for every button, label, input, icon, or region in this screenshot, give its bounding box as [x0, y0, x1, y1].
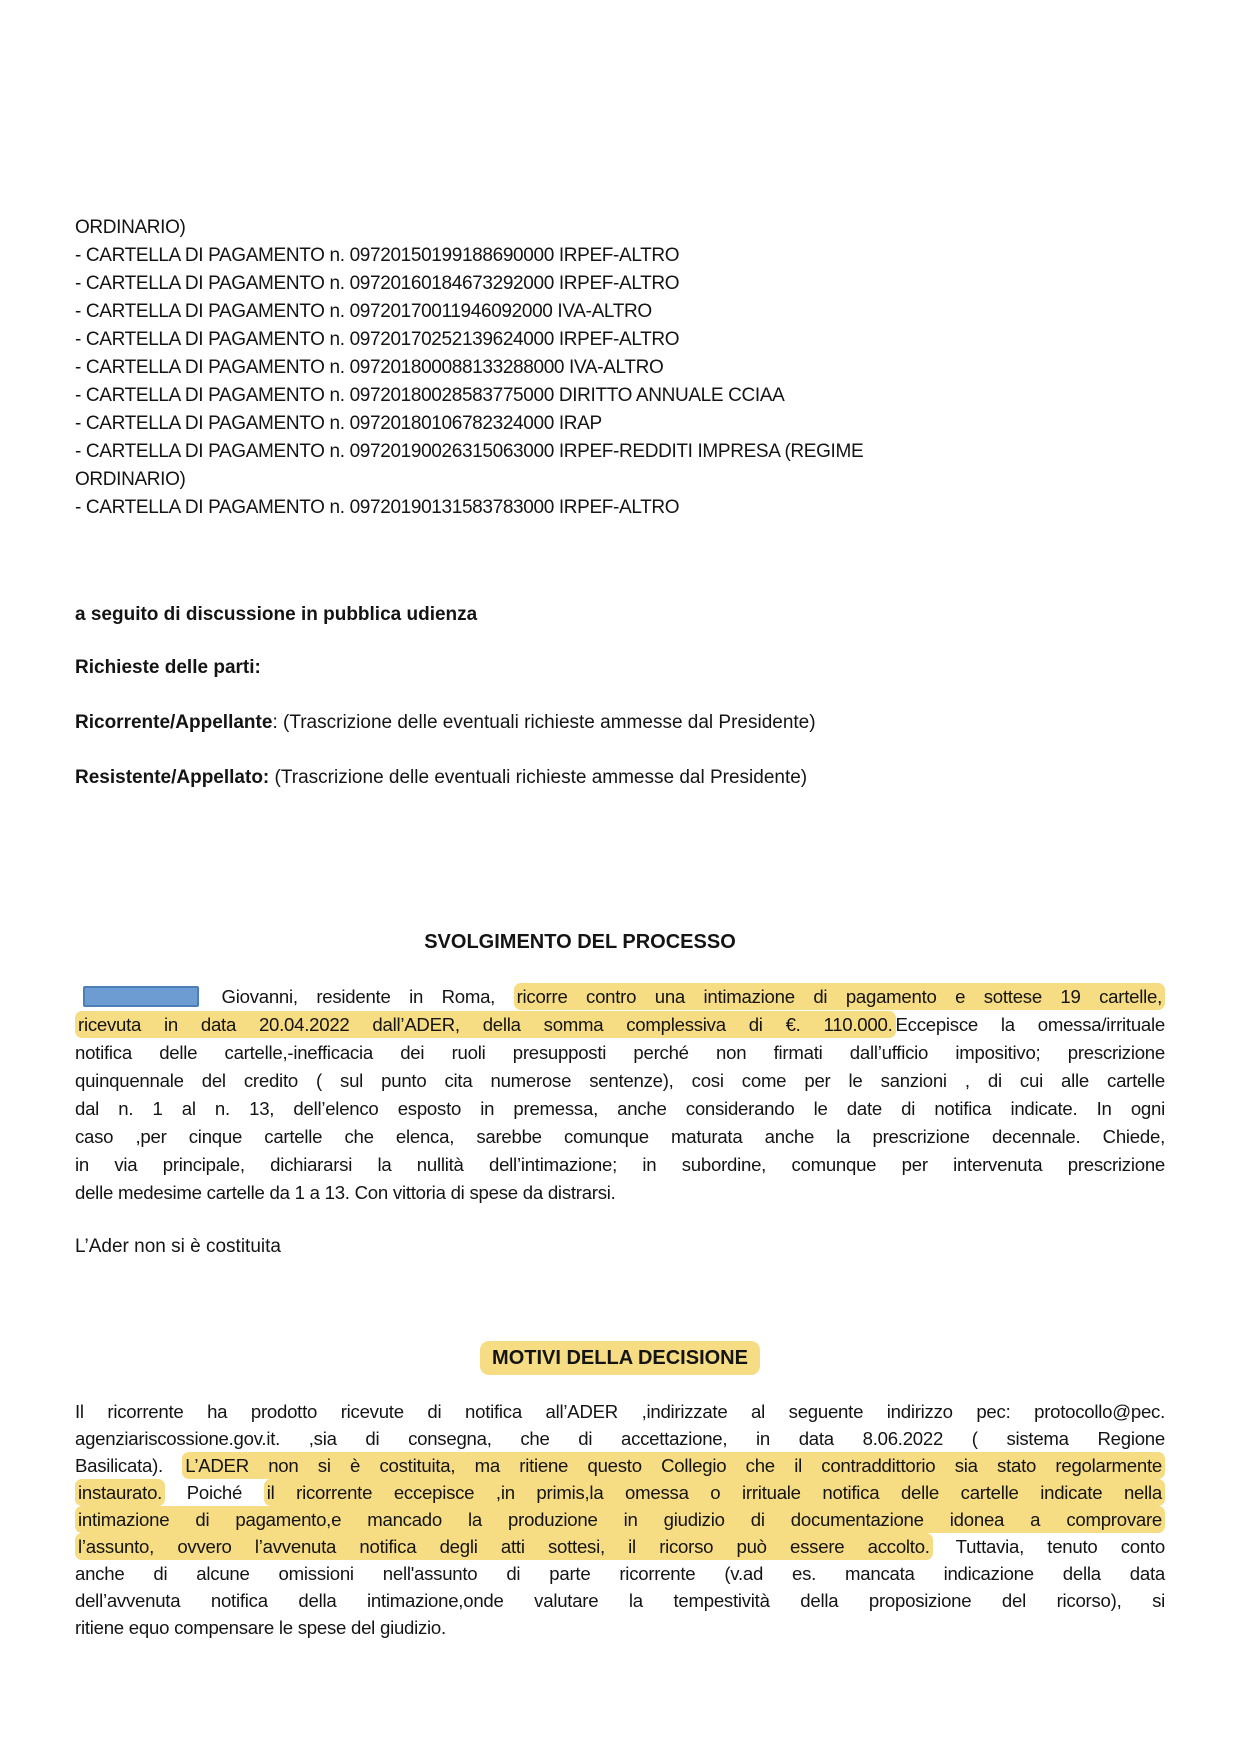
paragraph-line [75, 1614, 1165, 1641]
highlighted-text: ricorre contro una intimazione di pagamento e sottese 19 cartelle, [514, 983, 1165, 1010]
list-line: - CARTELLA DI PAGAMENTO n. 09720190131583783000 IRPEF-ALTRO [75, 497, 680, 518]
list-line: - CARTELLA DI PAGAMENTO n. 09720170011946092000 IVA-ALTRO [75, 301, 652, 322]
highlighted-text: il ricorrente eccepisce ,in primis,la omessa o irrituale notifica delle cartelle indicate nella [264, 1479, 1165, 1506]
redaction-box [83, 986, 199, 1007]
highlighted-text: L’ADER non si è costituita, ma ritiene questo Collegio che il contraddittorio sia stato regolarmente [182, 1452, 1165, 1479]
list-line: - CARTELLA DI PAGAMENTO n. 097201800088133288000 IVA-ALTRO [75, 357, 664, 378]
text-run: quinquennale del credito ( sul punto cita numerose sentenze), cosi come per le sanzioni , di cui alle cartelle [75, 1070, 1165, 1091]
text-run: dell’avvenuta notifica della intimazione,onde valutare la tempestività della proposizione del ricorso), si [75, 1590, 1165, 1611]
svolgimento-paragraph [75, 983, 1165, 1207]
resistente-line [75, 764, 1165, 792]
text-run: Poiché [165, 1482, 264, 1503]
requests-heading: Richieste delle parti: [75, 657, 261, 678]
list-line: - CARTELLA DI PAGAMENTO n. 09720190026315063000 IRPEF-REDDITI IMPRESA (REGIME [75, 441, 864, 462]
text-run: notifica delle cartelle,-inefficacia dei ruoli presupposti perché non firmati dall’ufficio impositivo; prescrizione [75, 1042, 1165, 1063]
resistente-text: (Trascrizione delle eventuali richieste ammesse dal Presidente) [269, 767, 808, 788]
ader-line: L’Ader non si è costituita [75, 1236, 281, 1257]
ricorrente-text: : (Trascrizione delle eventuali richieste ammesse dal Presidente) [272, 712, 816, 733]
paragraph-line [75, 1452, 1165, 1479]
highlighted-text: intimazione di pagamento,e mancado la produzione in giudizio di documentazione idonea a comprovare [75, 1506, 1165, 1533]
list-line: ORDINARIO) [75, 217, 186, 238]
paragraph-line [75, 1587, 1165, 1614]
ricorrente-label: Ricorrente/Appellante [75, 712, 273, 733]
text-run: in via principale, dichiararsi la nullità dell’intimazione; in subordine, comunque per intervenuta prescrizione [75, 1154, 1165, 1175]
paragraph-line [75, 1506, 1165, 1533]
paragraph-line [75, 1011, 1165, 1039]
paragraph-line [75, 1560, 1165, 1587]
list-line: - CARTELLA DI PAGAMENTO n. 09720170252139624000 IRPEF-ALTRO [75, 329, 680, 350]
highlighted-text: l’assunto, ovvero l’avvenuta notifica degli atti sottesi, il ricorso può essere accolto. [75, 1533, 933, 1560]
ricorrente-line [75, 709, 1165, 737]
list-line: - CARTELLA DI PAGAMENTO n. 09720160184673292000 IRPEF-ALTRO [75, 273, 680, 294]
text-run: delle medesime cartelle da 1 a 13. Con vittoria di spese da distrarsi. [75, 1182, 616, 1203]
list-line: - CARTELLA DI PAGAMENTO n. 09720180028583775000 DIRITTO ANNUALE CCIAA [75, 385, 785, 406]
text-run: Basilicata). [75, 1455, 183, 1476]
resistente-label: Resistente/Appellato: [75, 767, 270, 788]
paragraph-line [75, 1067, 1165, 1095]
svolgimento-heading: SVOLGIMENTO DEL PROCESSO [424, 931, 736, 953]
text-run: Giovanni, residente in Roma, [203, 986, 514, 1007]
hearing-line: a seguito di discussione in pubblica udienza [75, 604, 478, 625]
motivi-heading [75, 1341, 1165, 1375]
paragraph-line [75, 1095, 1165, 1123]
paragraph-line [75, 1039, 1165, 1067]
text-run: dal n. 1 al n. 13, dell’elenco esposto in premessa, anche considerando le date di notifica indicate. In ogni [75, 1098, 1165, 1119]
highlighted-text: ricevuta in data 20.04.2022 dall’ADER, della somma complessiva di €. 110.000. [75, 1011, 896, 1038]
text-run: anche di alcune omissioni nell'assunto di parte ricorrente (v.ad es. mancata indicazione della data [75, 1563, 1165, 1584]
paragraph-line [75, 1398, 1165, 1425]
cartelle-list [75, 214, 1165, 522]
list-line: ORDINARIO) [75, 469, 186, 490]
highlighted-text: instaurato. [75, 1479, 165, 1506]
paragraph-line [75, 983, 1165, 1011]
list-line: - CARTELLA DI PAGAMENTO n. 09720150199188690000 IRPEF-ALTRO [75, 245, 680, 266]
paragraph-line [75, 1479, 1165, 1506]
paragraph-line [75, 1533, 1165, 1560]
paragraph-line [75, 1179, 1165, 1207]
text-run: Eccepisce la omessa/irrituale [895, 1014, 1165, 1035]
text-run: agenziariscossione.gov.it. ,sia di consegna, che di accettazione, in data 8.06.2022 ( sistema Regione [75, 1428, 1165, 1449]
text-run: Tuttavia, tenuto conto [932, 1536, 1165, 1557]
paragraph-line [75, 1151, 1165, 1179]
text-run: caso ,per cinque cartelle che elenca, sarebbe comunque maturata anche la prescrizione decennale. Chiede, [75, 1126, 1165, 1147]
paragraph-line [75, 1425, 1165, 1452]
motivi-heading-highlight: MOTIVI DELLA DECISIONE [480, 1341, 760, 1375]
text-run: Il ricorrente ha prodotto ricevute di notifica all’ADER ,indirizzate al seguente indirizzo pec: protocollo@pec. [75, 1401, 1165, 1422]
list-line: - CARTELLA DI PAGAMENTO n. 09720180106782324000 IRAP [75, 413, 602, 434]
motivi-paragraph [75, 1398, 1165, 1641]
text-run: ritiene equo compensare le spese del giudizio. [75, 1617, 446, 1638]
paragraph-line [75, 1123, 1165, 1151]
